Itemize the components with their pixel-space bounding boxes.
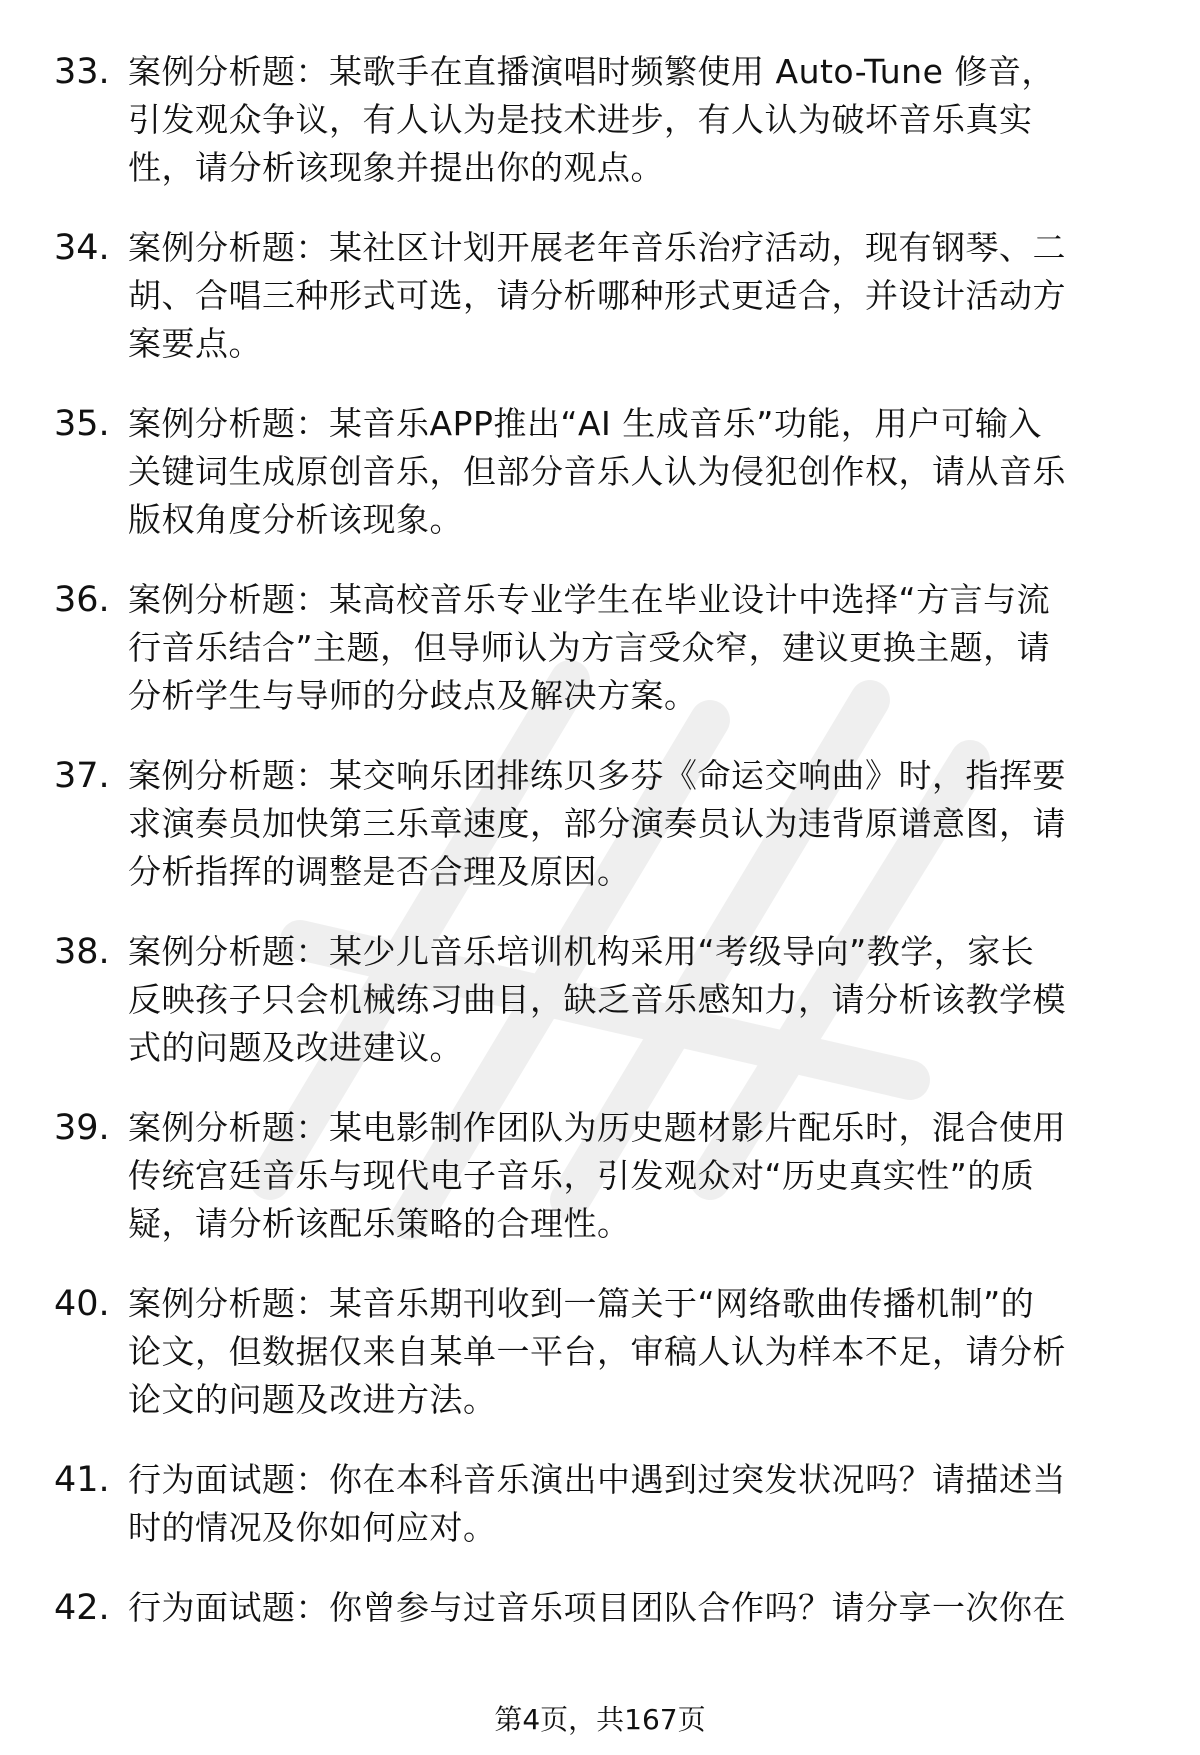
page-number-label: 第4页，共167页 [494,1703,706,1736]
question-number: 35. [54,404,110,444]
question-item-40 [0,1280,1200,1456]
question-text: 案例分析题：某少儿音乐培训机构采用“考级导向”教学，家长 反映孩子只会机械练习曲目，缺乏音乐感知力，请分析该教学模 式的问题及改进建议。 [128,932,1066,1067]
question-number: 36. [54,580,110,620]
question-number: 37. [54,756,110,796]
question-number: 42. [54,1588,110,1628]
question-item-36 [0,576,1200,752]
question-item-37 [0,752,1200,928]
question-item-35 [0,400,1200,576]
question-text: 案例分析题：某高校音乐专业学生在毕业设计中选择“方言与流 行音乐结合”主题，但导师认为方言受众窄，建议更换主题，请 分析学生与导师的分歧点及解决方案。 [128,580,1051,715]
question-text: 案例分析题：某歌手在直播演唱时频繁使用 Auto-Tune 修音， 引发观众争议，有人认为是技术进步，有人认为破坏音乐真实 性，请分析该现象并提出你的观点。 [128,52,1055,187]
question-number: 40. [54,1284,110,1324]
question-text: 行为面试题：你在本科音乐演出中遇到过突发状况吗？请描述当 时的情况及你如何应对。 [128,1460,1066,1547]
question-text: 案例分析题：某社区计划开展老年音乐治疗活动，现有钢琴、二 胡、合唱三种形式可选，请分析哪种形式更适合，并设计活动方 案要点。 [128,228,1066,363]
question-item-42 [0,1584,1200,1644]
question-item-39 [0,1104,1200,1280]
question-number: 41. [54,1460,110,1500]
question-text: 案例分析题：某电影制作团队为历史题材影片配乐时，混合使用 传统宫廷音乐与现代电子音乐，引发观众对“历史真实性”的质 疑，请分析该配乐策略的合理性。 [128,1108,1066,1243]
question-number: 34. [54,228,110,268]
question-number: 39. [54,1108,110,1148]
question-text: 案例分析题：某交响乐团排练贝多芬《命运交响曲》时，指挥要 求演奏员加快第三乐章速度，部分演奏员认为违背原谱意图，请 分析指挥的调整是否合理及原因。 [128,756,1066,891]
question-number: 33. [54,52,110,92]
question-text: 行为面试题：你曾参与过音乐项目团队合作吗？请分享一次你在 [128,1588,1066,1627]
question-text: 案例分析题：某音乐APP推出“AI 生成音乐”功能，用户可输入 关键词生成原创音乐，但部分音乐人认为侵犯创作权，请从音乐 版权角度分析该现象。 [128,404,1066,539]
question-item-38 [0,928,1200,1104]
question-item-33 [0,48,1200,224]
question-list [0,48,1200,1644]
question-number: 38. [54,932,110,972]
question-item-34 [0,224,1200,400]
page-footer [0,1700,1200,1740]
question-item-41 [0,1456,1200,1584]
question-text: 案例分析题：某音乐期刊收到一篇关于“网络歌曲传播机制”的 论文，但数据仅来自某单一平台，审稿人认为样本不足，请分析 论文的问题及改进方法。 [128,1284,1066,1419]
